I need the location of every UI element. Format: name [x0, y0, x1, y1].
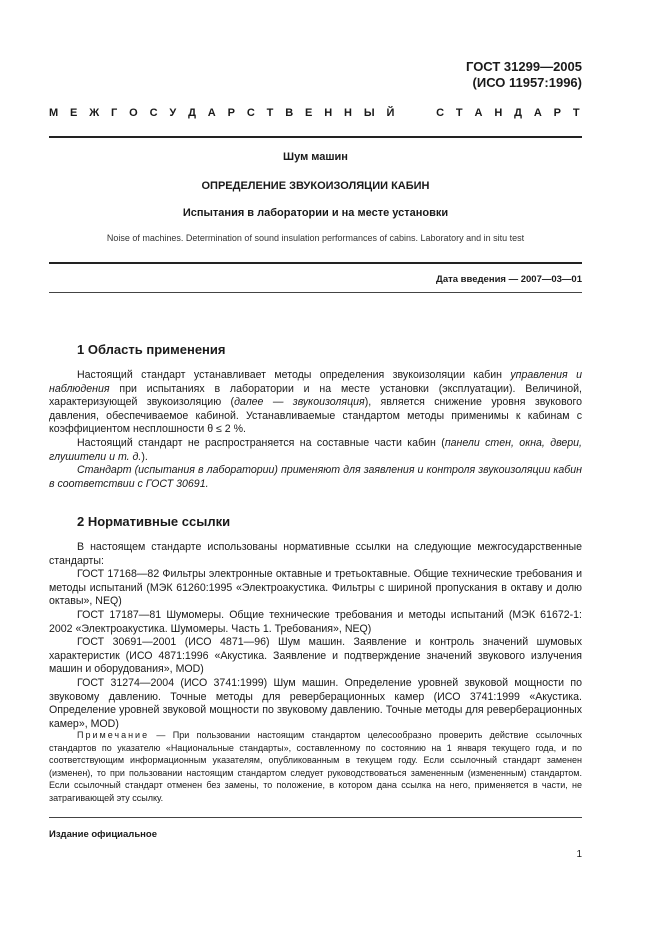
interstate-standard-banner: [49, 107, 580, 119]
section-2-body: [49, 541, 582, 731]
title-english: Noise of machines. Determination of sound insulation performances of cabins. Laboratory and in situ test: [106, 233, 525, 243]
note-label: Примечание: [77, 730, 150, 740]
section-1-body: [49, 369, 582, 491]
banner-letter: Т: [266, 107, 274, 119]
banner-letter: А: [207, 107, 216, 119]
reference-item: ГОСТ 17187—81 Шумомеры. Общие технические требования и методы испытаний (МЭК 61672-1: 2002 «Электроакустика. Шумомеры. Часть 1. Требования», NEQ): [49, 608, 582, 635]
section-1-paragraph-2: Настоящий стандарт не распространяется на составные части кабин (панели стен, окна, двери, глушители и т. д.).: [49, 436, 582, 463]
banner-letter: Н: [344, 107, 352, 119]
reference-item: ГОСТ 17168—82 Фильтры электронные октавные и третьоктавные. Общие технические требования и методы испытаний (МЭК 61260:1995 «Электроакустика. Фильтры с шириной пропускания в октаву и долю октавы», NEQ): [49, 568, 582, 608]
reference-item: ГОСТ 31274—2004 (ИСО 3741:1999) Шум машин. Определение уровней звуковой мощности по звуковому давлению. Точные методы для реверберационных камер (ИСО 3741:1999 «Акустика. Определение уровней звуковой мощности по звуковому давлению. Точные методы для реверберационных камер», MOD): [49, 676, 582, 730]
section-1-paragraph-1: Настоящий стандарт устанавливает методы определения звукоизоляции кабин управления и наблюдения при испытаниях в лаборатории и на месте установки (эксплуатации). Величиной, характеризующей звукоизоляцию (далее — звукоизоляция), является снижение уровня звукового давления, обеспечиваемое кабиной. Устанавливаемые стандартом методы применимы к кабинам с коэффициентом несплошности θ ≤ 2 %.: [49, 369, 582, 436]
banner-letter: [421, 107, 424, 119]
title-subtitle: Испытания в лаборатории и на месте установки: [182, 207, 449, 219]
banner-letter: Д: [514, 107, 522, 119]
banner-letter: С: [246, 107, 255, 119]
date-of-introduction: Дата введения — 2007—03—01: [436, 274, 582, 285]
banner-letter: Е: [70, 107, 78, 119]
banner-letter: Г: [111, 107, 118, 119]
banner-letter: Й: [386, 107, 395, 119]
page-number: 1: [576, 849, 582, 860]
banner-letter: А: [474, 107, 483, 119]
footer-divider: [49, 817, 582, 818]
top-divider: [49, 136, 582, 138]
section-1-heading: 1 Область применения: [77, 342, 226, 357]
banner-letter: Е: [305, 107, 313, 119]
banner-letter: С: [436, 107, 445, 119]
gost-number: ГОСТ 31299—2005: [466, 59, 582, 74]
banner-letter: М: [49, 107, 59, 119]
banner-letter: Р: [227, 107, 235, 119]
banner-letter: [406, 107, 409, 119]
banner-letter: О: [129, 107, 138, 119]
iso-number: (ИСО 11957:1996): [472, 75, 582, 90]
banner-letter: Н: [494, 107, 503, 119]
section-1-paragraph-3: Стандарт (испытания в лаборатории) применяют для заявления и контроля звукоизоляции кабин в соответствии с ГОСТ 30691.: [49, 464, 582, 490]
banner-letter: У: [169, 107, 177, 119]
official-edition-label: Издание официальное: [49, 829, 157, 840]
title-main: ОПРЕДЕЛЕНИЕ ЗВУКОИЗОЛЯЦИИ КАБИН: [201, 180, 430, 192]
document-header-codes: [466, 59, 582, 91]
reference-item: ГОСТ 30691—2001 (ИСО 4871—96) Шум машин. Заявление и контроль значений шумовых характеристик (ИСО 4871:1996 «Акустика. Заявление и подтверждение значений звукового излучения машин и оборудования», MOD): [49, 636, 582, 676]
banner-letter: С: [149, 107, 158, 119]
date-divider: [49, 292, 582, 293]
banner-letter: Ы: [363, 107, 375, 119]
banner-letter: Ж: [89, 107, 100, 119]
banner-letter: В: [285, 107, 294, 119]
note-paragraph: [49, 729, 582, 804]
banner-letter: Д: [188, 107, 196, 119]
banner-letter: Р: [553, 107, 561, 119]
banner-letter: Т: [572, 107, 580, 119]
banner-letter: Н: [324, 107, 333, 119]
note-text: — При пользовании настоящим стандартом целесообразно проверить действие ссылочных стандартов по указателю «Национальные стандарты», составленному по состоянию на 1 января текущего года, и по соответствующим информационным указателям, опубликованным в текущем году. Если ссылочный стандарт заменен (изменен), то при пользовании настоящим стандартом следует руководствоваться замененным (измененным) стандартом. Если ссылочный стандарт отменен без замены, то положение, в котором дана ссылка на него, применяется в части, не затрагивающей эту ссылку.: [49, 730, 582, 803]
banner-letter: А: [533, 107, 542, 119]
title-machine-noise: Шум машин: [283, 151, 348, 163]
section-2-heading: 2 Нормативные ссылки: [77, 514, 231, 529]
note-block: [49, 729, 582, 804]
title-divider: [49, 262, 582, 264]
section-2-intro: В настоящем стандарте использованы нормативные ссылки на следующие межгосударственные стандарты:: [49, 541, 582, 567]
banner-letter: Т: [455, 107, 463, 119]
